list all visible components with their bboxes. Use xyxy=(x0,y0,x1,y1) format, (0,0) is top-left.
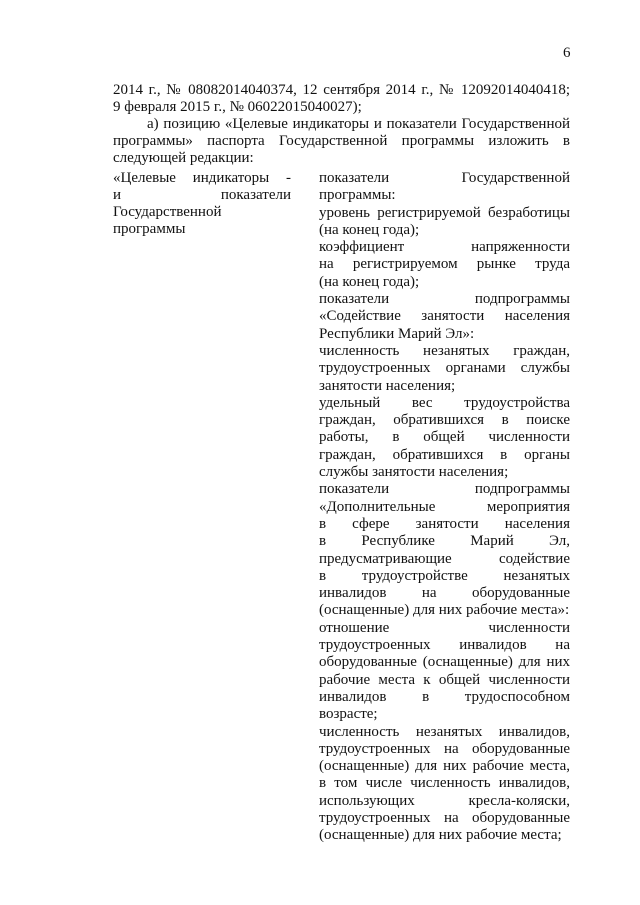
right-line: программы: xyxy=(319,187,396,204)
right-line: инвалидов в трудоспособном xyxy=(319,688,570,705)
right-line: показатели подпрограммы xyxy=(319,481,570,498)
right-line: граждан, обратившихся в органы xyxy=(319,446,570,463)
right-line: (оснащенные) для них рабочие места»: xyxy=(319,602,570,619)
right-line: использующих кресла-коляски, xyxy=(319,792,570,809)
right-line: в том числе численность инвалидов, xyxy=(319,775,570,792)
right-line: показатели Государственной xyxy=(319,170,570,186)
left-line: «Целевые индикаторы - xyxy=(113,170,291,186)
intro-line: 9 февраля 2015 г., № 06022015040027); xyxy=(113,99,362,115)
right-line: «Дополнительные мероприятия xyxy=(319,498,570,515)
right-line: на регистрируемом рынке труда xyxy=(319,256,570,273)
right-line: трудоустроенных инвалидов на xyxy=(319,637,570,654)
left-line: программы xyxy=(113,221,186,237)
right-line: показатели подпрограммы xyxy=(319,291,570,308)
position-content-column xyxy=(319,170,570,845)
right-line: инвалидов на оборудованные xyxy=(319,585,570,602)
right-line: в Республике Марий Эл, xyxy=(319,533,570,550)
left-line: Государственной xyxy=(113,204,222,220)
right-line: Республики Марий Эл»: xyxy=(319,325,475,342)
right-line: трудоустроенных на оборудованные xyxy=(319,740,570,757)
right-line: (оснащенные) для них рабочие места, xyxy=(319,758,570,775)
intro-paragraph xyxy=(113,82,570,167)
left-line: и показатели xyxy=(113,187,291,203)
right-line: граждан, обратившихся в поиске xyxy=(319,412,570,429)
right-line: численность незанятых граждан, xyxy=(319,342,570,359)
right-line: (оснащенные) для них рабочие места; xyxy=(319,827,562,844)
right-line: в сфере занятости населения xyxy=(319,515,570,532)
intro-line: следующей редакции: xyxy=(113,150,254,166)
right-line: уровень регистрируемой безработицы xyxy=(319,204,570,221)
right-line: трудоустроенных органами службы xyxy=(319,360,570,377)
right-line: (на конец года); xyxy=(319,221,420,238)
intro-line: а) позицию «Целевые индикаторы и показатели Государственной xyxy=(147,116,570,132)
right-line: службы занятости населения; xyxy=(319,464,509,481)
right-line: работы, в общей численности xyxy=(319,429,570,446)
right-line: возрасте; xyxy=(319,706,378,723)
right-line: в трудоустройстве незанятых xyxy=(319,567,570,584)
right-line: (на конец года); xyxy=(319,273,420,290)
right-line: отношение численности xyxy=(319,619,570,636)
passport-position-table xyxy=(113,170,570,870)
right-line: оборудованные (оснащенные) для них xyxy=(319,654,570,671)
position-label-column xyxy=(113,170,291,238)
right-line: коэффициент напряженности xyxy=(319,239,570,256)
right-line: численность незанятых инвалидов, xyxy=(319,723,570,740)
right-line: предусматривающие содействие xyxy=(319,550,570,567)
right-line: рабочие места к общей численности xyxy=(319,671,570,688)
intro-line: программы» паспорта Государственной программы изложить в xyxy=(113,133,570,149)
right-line: трудоустроенных на оборудованные xyxy=(319,809,570,826)
page-number: 6 xyxy=(563,45,571,61)
intro-line: 2014 г., № 08082014040374, 12 сентября 2014 г., № 12092014040418; xyxy=(113,82,570,98)
right-line: удельный вес трудоустройства xyxy=(319,394,570,411)
right-line: занятости населения; xyxy=(319,377,456,394)
right-line: «Содействие занятости населения xyxy=(319,308,570,325)
